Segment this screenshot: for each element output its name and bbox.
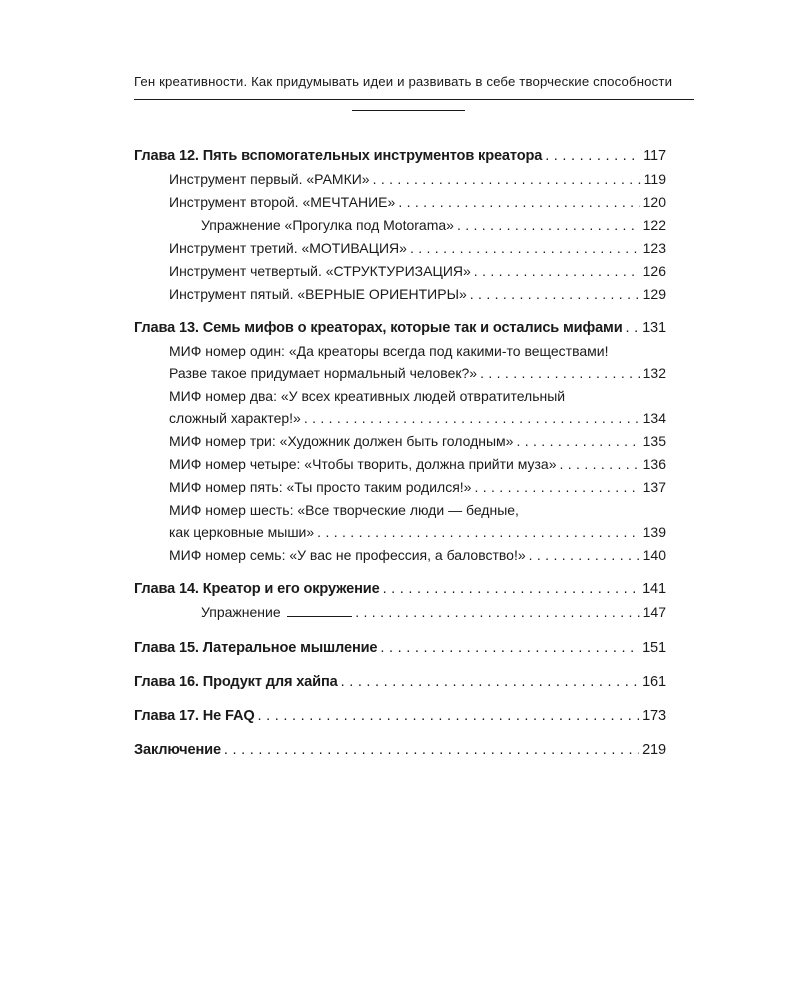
toc-chapter-12[interactable] bbox=[134, 148, 666, 171]
toc-item-label: Инструмент пятый. «ВЕРНЫЕ ОРИЕНТИРЫ» bbox=[169, 286, 467, 302]
toc-item[interactable] bbox=[134, 217, 666, 240]
toc-item-label: Инструмент второй. «МЕЧТАНИЕ» bbox=[169, 194, 396, 210]
toc-page-number: 126 bbox=[642, 263, 666, 279]
dot-leader bbox=[529, 547, 640, 563]
toc-page-number: 120 bbox=[642, 194, 666, 210]
toc-item[interactable] bbox=[134, 433, 666, 456]
toc-chapter-title: Глава 16. Продукт для хайпа bbox=[134, 674, 338, 690]
toc-item-label: Упражнение «Прогулка под Motorama» bbox=[201, 217, 454, 233]
toc-chapter-16[interactable] bbox=[134, 674, 666, 697]
toc-page-number: 117 bbox=[643, 148, 666, 164]
toc-page-number: 151 bbox=[642, 640, 666, 656]
toc-page-number: 137 bbox=[642, 479, 666, 495]
toc-page-number: 132 bbox=[642, 365, 666, 381]
table-of-contents bbox=[134, 148, 666, 765]
dot-leader bbox=[457, 217, 640, 233]
toc-page-number: 131 bbox=[642, 320, 666, 336]
toc-conclusion[interactable] bbox=[134, 742, 666, 765]
dot-leader bbox=[480, 365, 640, 381]
dot-leader bbox=[470, 286, 640, 302]
toc-item[interactable] bbox=[134, 240, 666, 263]
dot-leader bbox=[398, 194, 639, 210]
toc-item[interactable] bbox=[134, 171, 666, 194]
toc-item[interactable] bbox=[134, 263, 666, 286]
toc-page-number: 136 bbox=[642, 456, 666, 472]
toc-item-label-line2: как церковные мыши» bbox=[169, 524, 315, 540]
toc-page-number: 140 bbox=[642, 547, 666, 563]
toc-item[interactable] bbox=[134, 479, 666, 502]
toc-item-label: Инструмент четвертый. «СТРУКТУРИЗАЦИЯ» bbox=[169, 263, 471, 279]
toc-item-label-line1: МИФ номер два: «У всех креативных людей отвратительный bbox=[169, 388, 566, 404]
toc-item[interactable] bbox=[134, 547, 666, 570]
toc-page-number: 122 bbox=[642, 217, 666, 233]
toc-item-label-line2: Разве такое придумает нормальный человек?» bbox=[169, 365, 478, 381]
toc-item-label-line1: МИФ номер шесть: «Все творческие люди — бедные, bbox=[169, 502, 519, 518]
toc-item[interactable] bbox=[134, 456, 666, 479]
header-short-rule bbox=[352, 110, 465, 111]
toc-item-label-line1: МИФ номер один: «Да креаторы всегда под какими-то веществами! bbox=[169, 343, 609, 359]
toc-chapter-title: Глава 15. Латеральное мышление bbox=[134, 640, 378, 656]
toc-chapter-title: Заключение bbox=[134, 742, 221, 758]
blank-underline bbox=[287, 604, 353, 617]
toc-item[interactable] bbox=[134, 286, 666, 309]
toc-item[interactable] bbox=[134, 194, 666, 217]
dot-leader bbox=[373, 171, 641, 187]
toc-page-number: 119 bbox=[643, 171, 666, 187]
dot-leader bbox=[626, 320, 640, 336]
toc-item-label: МИФ номер три: «Художник должен быть голодным» bbox=[169, 433, 514, 449]
toc-item[interactable] bbox=[134, 502, 666, 547]
dot-leader bbox=[474, 479, 639, 495]
toc-item-label: МИФ номер пять: «Ты просто таким родился!» bbox=[169, 479, 472, 495]
dot-leader bbox=[410, 240, 640, 256]
toc-item[interactable] bbox=[134, 388, 666, 433]
toc-chapter-title: Глава 14. Креатор и его окружение bbox=[134, 581, 380, 597]
toc-page-number: 173 bbox=[642, 708, 666, 724]
toc-page-number: 139 bbox=[642, 524, 666, 540]
toc-item-label: Инструмент первый. «РАМКИ» bbox=[169, 171, 370, 187]
toc-chapter-title: Глава 12. Пять вспомогательных инструментов креатора bbox=[134, 148, 543, 164]
dot-leader bbox=[355, 604, 639, 620]
toc-chapter-17[interactable] bbox=[134, 708, 666, 731]
dot-leader bbox=[516, 433, 639, 449]
dot-leader bbox=[545, 148, 640, 164]
toc-item[interactable] bbox=[134, 604, 666, 627]
dot-leader bbox=[341, 674, 639, 690]
dot-leader bbox=[258, 708, 640, 724]
toc-page-number: 129 bbox=[642, 286, 666, 302]
toc-item-label: Упражнение bbox=[201, 604, 281, 620]
running-title: Ген креативности. Как придумывать идеи и развивать в себе творческие способности bbox=[134, 74, 673, 89]
toc-chapter-title: Глава 13. Семь мифов о креаторах, которые так и остались мифами bbox=[134, 320, 623, 336]
toc-chapter-15[interactable] bbox=[134, 640, 666, 663]
header-rule bbox=[134, 99, 694, 100]
toc-page-number: 161 bbox=[642, 674, 666, 690]
toc-page-number: 219 bbox=[642, 742, 666, 758]
toc-page-number: 141 bbox=[642, 581, 666, 597]
toc-item-label-line2: сложный характер!» bbox=[169, 410, 301, 426]
dot-leader bbox=[560, 456, 640, 472]
dot-leader bbox=[304, 410, 640, 426]
toc-item[interactable] bbox=[134, 343, 666, 388]
dot-leader bbox=[383, 581, 640, 597]
toc-item-label: Инструмент третий. «МОТИВАЦИЯ» bbox=[169, 240, 407, 256]
toc-item-label: МИФ номер четыре: «Чтобы творить, должна прийти муза» bbox=[169, 456, 557, 472]
dot-leader bbox=[474, 263, 640, 279]
dot-leader bbox=[317, 524, 639, 540]
dot-leader bbox=[380, 640, 639, 656]
toc-chapter-13[interactable] bbox=[134, 320, 666, 343]
toc-page-number: 134 bbox=[642, 410, 666, 426]
toc-chapter-title: Глава 17. Не FAQ bbox=[134, 708, 255, 724]
toc-page-number: 147 bbox=[642, 604, 666, 620]
toc-page-number: 123 bbox=[642, 240, 666, 256]
toc-chapter-14[interactable] bbox=[134, 581, 666, 604]
dot-leader bbox=[224, 742, 639, 758]
toc-item-label: МИФ номер семь: «У вас не профессия, а баловство!» bbox=[169, 547, 526, 563]
toc-page-number: 135 bbox=[642, 433, 666, 449]
